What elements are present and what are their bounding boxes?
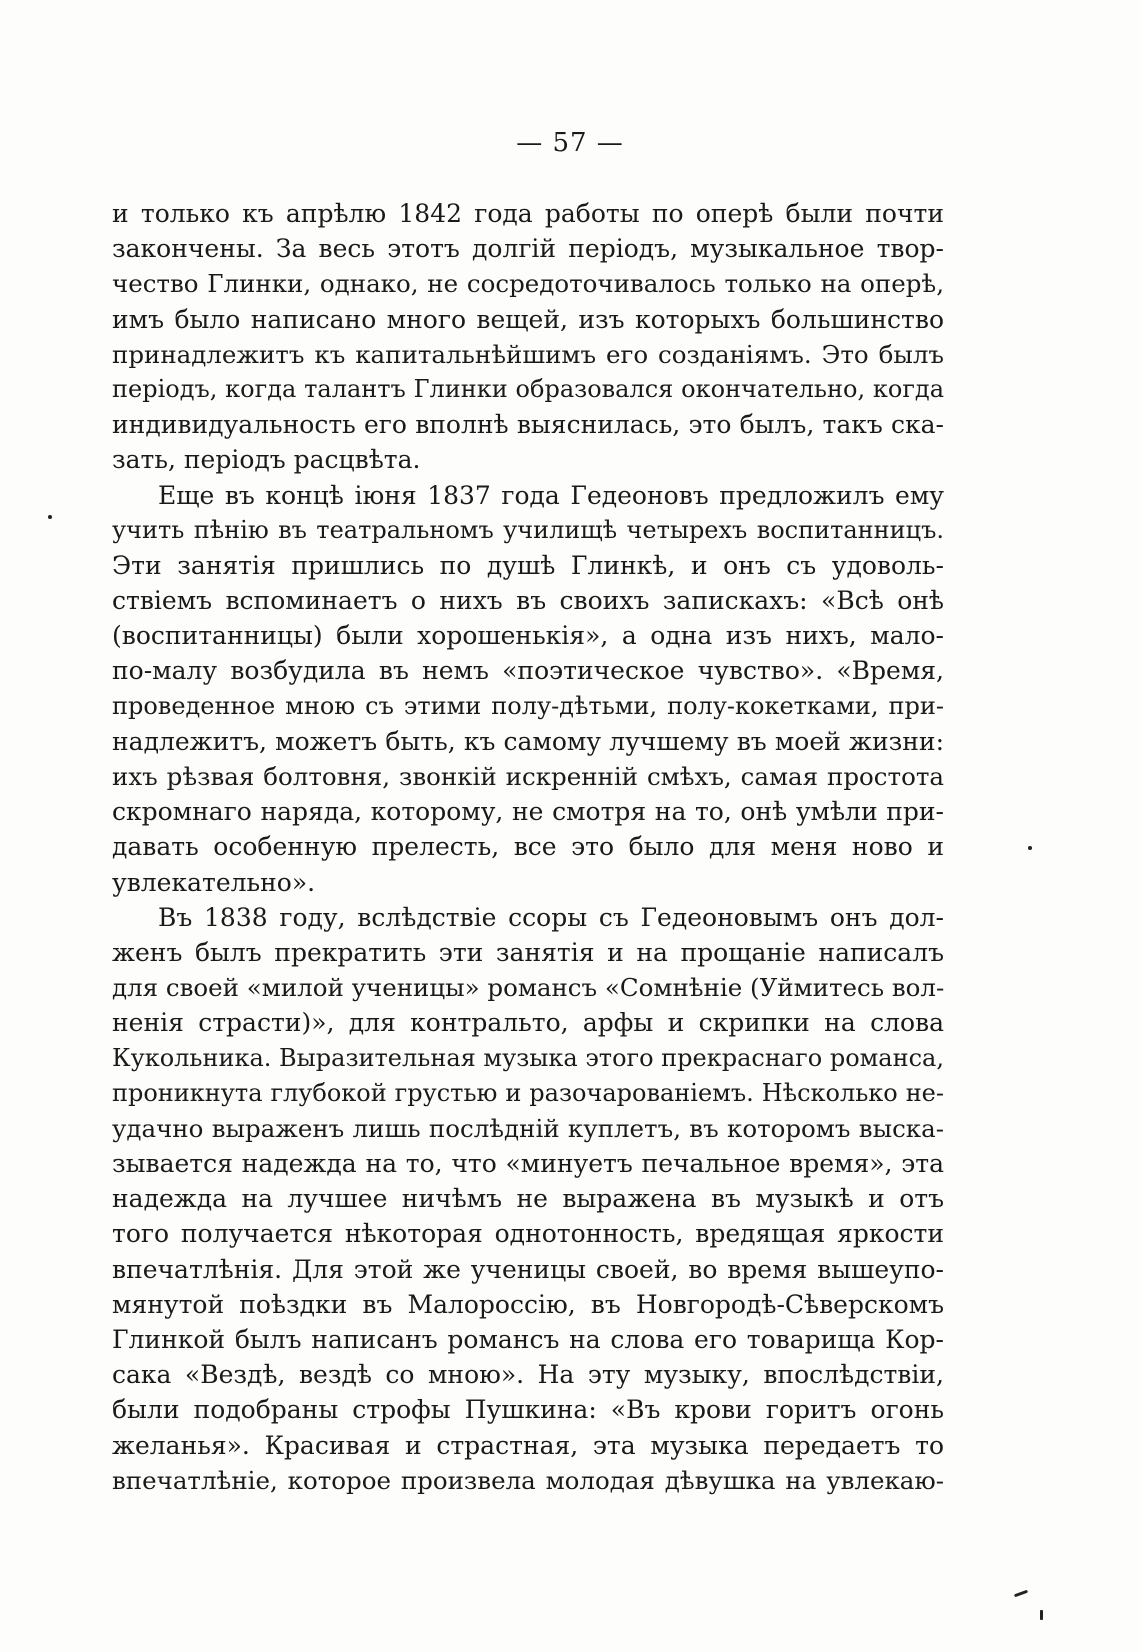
text-line: зать, періодъ расцвѣта. xyxy=(112,445,421,475)
text-line: увлекательно». xyxy=(112,867,316,897)
text-line: надлежитъ, можетъ быть, къ самому лучшему въ моей жизни: xyxy=(112,726,944,756)
text-line: сака «Вездѣ, вездѣ со мною». На эту музыку, впослѣдствіи, xyxy=(112,1360,944,1390)
text-line: впечатлѣніе, которое произвела молодая дѣвушка на увлекаю- xyxy=(112,1465,944,1495)
text-line: надежда на лучшее ничѣмъ не выражена въ музыкѣ и отъ xyxy=(112,1184,944,1214)
text-line: того получается нѣкоторая однотонность, вредящая яркости xyxy=(112,1219,944,1249)
scan-speck xyxy=(1028,846,1032,850)
text-line: индивидуальность его вполнѣ выяснилась, это былъ, такъ ска- xyxy=(112,410,944,440)
text-line: проникнута глубокой грустью и разочарованіемъ. Нѣсколько не- xyxy=(112,1078,944,1107)
body-text xyxy=(112,196,944,1498)
text-line: Кукольника. Выразительная музыка этого прекраснаго романса, xyxy=(112,1043,944,1072)
text-line: Глинкой былъ написанъ романсъ на слова его товарища Кор- xyxy=(112,1325,944,1354)
text-line: (воспитанницы) были хорошенькія», а одна изъ нихъ, мало- xyxy=(112,621,944,651)
page-number: — 57 — xyxy=(516,128,624,158)
text-line: женъ былъ прекратить эти занятія и на прощаніе написалъ xyxy=(112,937,944,967)
text-line: періодъ, когда талантъ Глинки образовался окончательно, когда xyxy=(112,374,944,403)
scan-speck xyxy=(1014,1590,1028,1598)
text-line: проведенное мною съ этими полу-дѣтьми, полу-кокетками, при- xyxy=(112,691,944,720)
text-line: мянутой поѣздки въ Малороссію, въ Новгородѣ-Сѣверскомъ xyxy=(112,1289,944,1319)
text-line: впечатлѣнія. Для этой же ученицы своей, во время вышеупо- xyxy=(112,1254,944,1284)
text-line: по-малу возбудила въ немъ «поэтическое чувство». «Время, xyxy=(112,656,944,686)
text-line: принадлежитъ къ капитальнѣйшимъ его созданіямъ. Это былъ xyxy=(112,339,944,369)
text-line: были подобраны строфы Пушкина: «Въ крови горитъ огонь xyxy=(112,1395,944,1425)
text-line: Эти занятія пришлись по душѣ Глинкѣ, и онъ съ удоволь- xyxy=(112,550,944,580)
text-line: закончены. За весь этотъ долгій періодъ, музыкальное твор- xyxy=(112,234,944,264)
text-line: скромнаго наряда, которому, не смотря на то, онѣ умѣли при- xyxy=(112,797,944,827)
text-line: учить пѣнію въ театральномъ училищѣ четырехъ воспитанницъ. xyxy=(112,515,944,544)
text-line: Въ 1838 году, вслѣдствіе ссоры съ Гедеоновымъ онъ дол- xyxy=(158,902,944,932)
text-line: и только къ апрѣлю 1842 года работы по оперѣ были почти xyxy=(112,199,944,228)
text-line: имъ было написано много вещей, изъ которыхъ большинство xyxy=(112,304,944,334)
text-line: желанья». Красивая и страстная, эта музыка передаетъ то xyxy=(112,1430,944,1460)
text-line: ствіемъ вспоминаетъ о нихъ въ своихъ запискахъ: «Всѣ онѣ xyxy=(112,586,944,616)
text-line: для своей «милой ученицы» романсъ «Сомнѣніе (Уймитесь вол- xyxy=(112,973,945,1003)
text-line: ненія страсти)», для контральто, арфы и скрипки на слова xyxy=(112,1008,944,1038)
text-line: зывается надежда на то, что «минуетъ печальное время», эта xyxy=(112,1149,944,1179)
text-line: давать особенную прелесть, все это было для меня ново и xyxy=(112,832,944,862)
scan-speck xyxy=(48,515,52,519)
text-line: удачно выраженъ лишь послѣдній куплетъ, въ которомъ выска- xyxy=(112,1113,944,1143)
scan-speck xyxy=(1040,1610,1043,1620)
text-line: чество Глинки, однако, не сосредоточивалось только на оперѣ, xyxy=(112,269,944,299)
text-line: ихъ рѣзвая болтовня, звонкій искренній смѣхъ, самая простота xyxy=(112,762,944,791)
text-line: Еще въ концѣ іюня 1837 года Гедеоновъ предложилъ ему xyxy=(158,480,944,510)
